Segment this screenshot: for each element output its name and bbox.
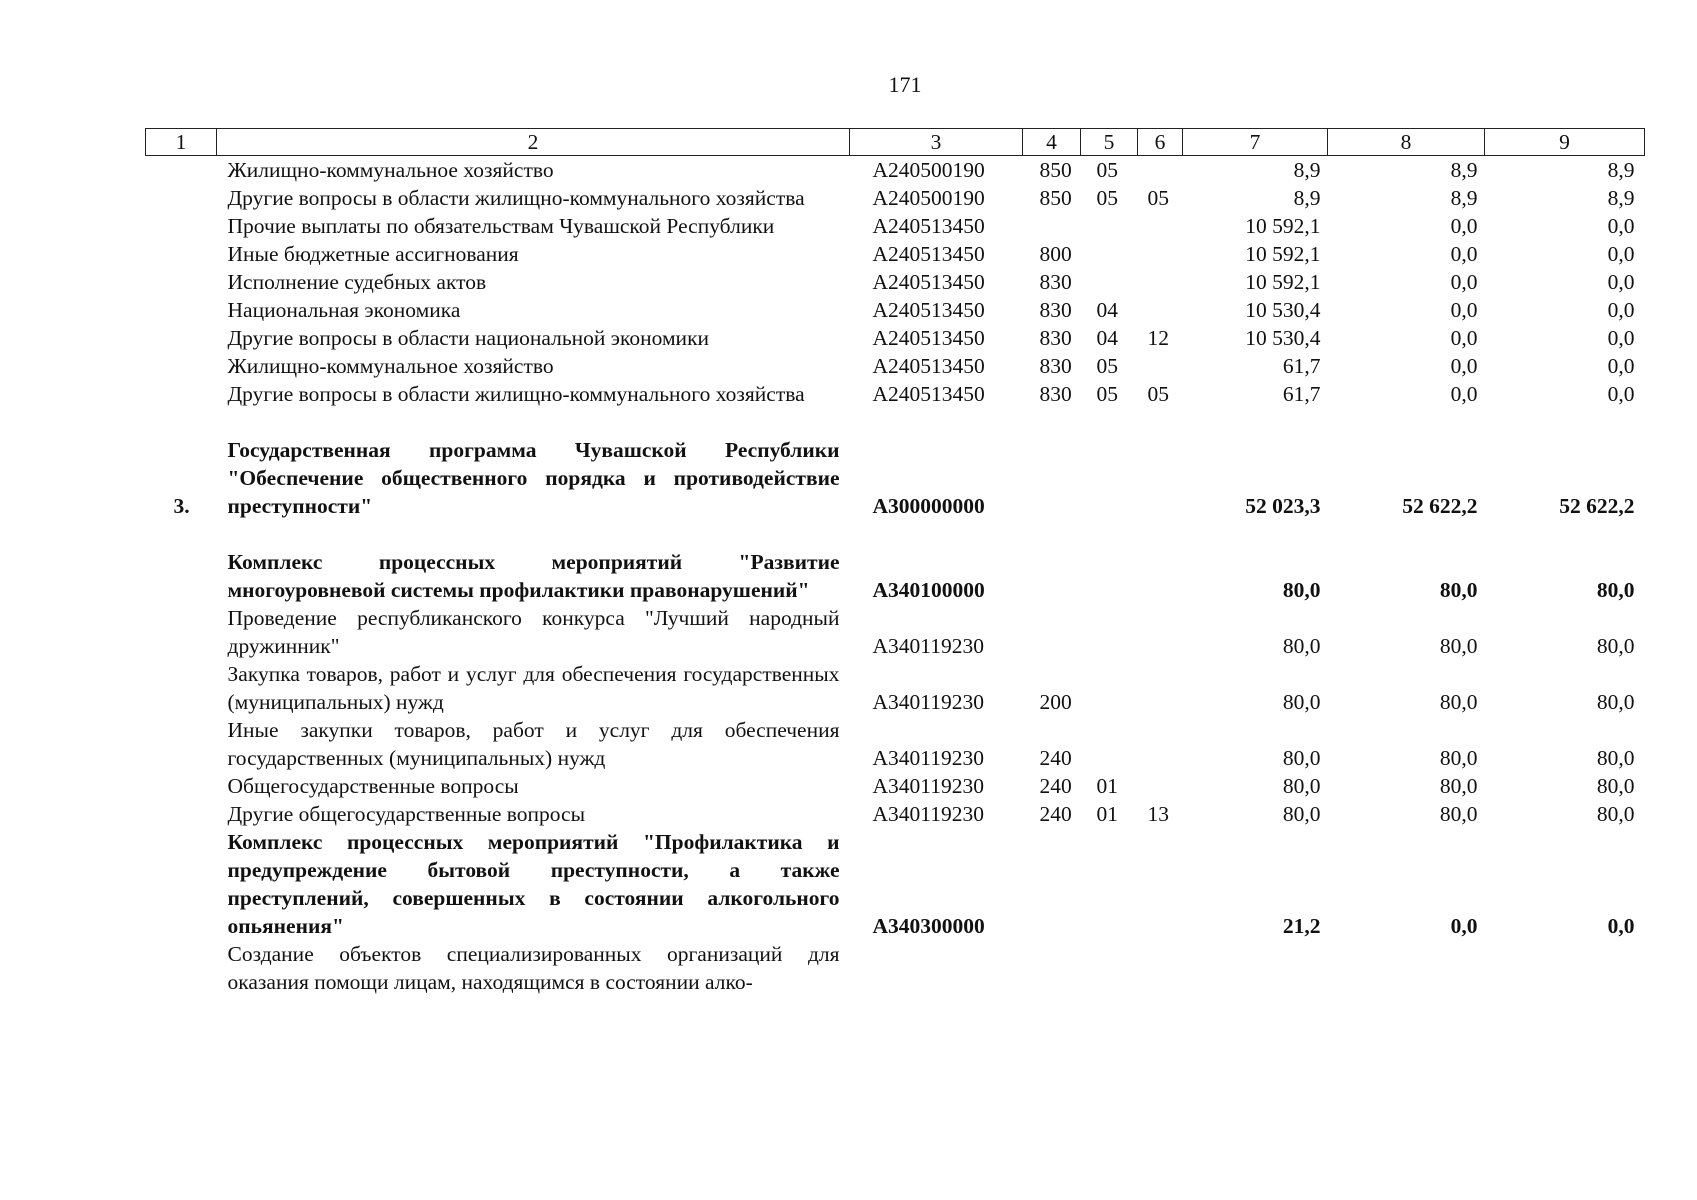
row-name: Общегосударственные вопросы bbox=[227, 774, 519, 798]
amount-col-7 bbox=[1183, 940, 1328, 996]
expense-type: 800 bbox=[1039, 242, 1072, 266]
section-code: 05 bbox=[1096, 382, 1118, 406]
amount-col-7: 80,0 bbox=[1282, 774, 1321, 798]
expense-type: 830 bbox=[1039, 382, 1072, 406]
subsection-code bbox=[1138, 296, 1183, 324]
section-code bbox=[1081, 604, 1138, 660]
row-name: Другие общегосударственные вопросы bbox=[227, 802, 586, 826]
row-number bbox=[146, 940, 217, 996]
spacer-cell bbox=[146, 520, 1645, 548]
row-number bbox=[146, 716, 217, 772]
row-name: Закупка товаров, работ и услуг для обеспечения государственных (муниципальных) нужд bbox=[227, 662, 840, 714]
amount-col-7: 80,0 bbox=[1282, 634, 1321, 658]
target-code: А340119230 bbox=[872, 746, 984, 770]
amount-col-9: 80,0 bbox=[1596, 746, 1635, 770]
target-code: А240513450 bbox=[872, 242, 985, 266]
section-code bbox=[1081, 268, 1138, 296]
row-number bbox=[146, 268, 217, 296]
table-row bbox=[146, 940, 1645, 996]
expense-type: 240 bbox=[1039, 774, 1072, 798]
target-code: А340119230 bbox=[872, 774, 984, 798]
amount-col-8: 0,0 bbox=[1450, 298, 1478, 322]
target-code: А340100000 bbox=[872, 578, 985, 602]
target-code: А340119230 bbox=[872, 802, 984, 826]
amount-col-7: 80,0 bbox=[1282, 746, 1321, 770]
table-row bbox=[146, 436, 1645, 520]
amount-col-9: 80,0 bbox=[1596, 634, 1635, 658]
header-col-4: 4 bbox=[1023, 129, 1081, 156]
amount-col-9: 0,0 bbox=[1607, 298, 1635, 322]
section-code: 04 bbox=[1096, 326, 1118, 350]
amount-col-7: 10 592,1 bbox=[1245, 242, 1321, 266]
row-number bbox=[146, 324, 217, 352]
amount-col-9: 8,9 bbox=[1607, 186, 1635, 210]
amount-col-9: 80,0 bbox=[1596, 774, 1635, 798]
table-row bbox=[146, 156, 1645, 185]
amount-col-9: 80,0 bbox=[1596, 690, 1635, 714]
amount-col-8: 0,0 bbox=[1450, 354, 1478, 378]
row-name: Другие вопросы в области жилищно-коммунального хозяйства bbox=[227, 186, 805, 210]
section-code bbox=[1081, 212, 1138, 240]
subsection-code bbox=[1138, 772, 1183, 800]
amount-col-7: 10 592,1 bbox=[1245, 214, 1321, 238]
row-number bbox=[146, 828, 217, 940]
subsection-code bbox=[1138, 268, 1183, 296]
target-code: А240513450 bbox=[872, 326, 985, 350]
section-code bbox=[1081, 240, 1138, 268]
expense-type: 200 bbox=[1039, 690, 1072, 714]
subsection-code bbox=[1138, 604, 1183, 660]
row-name: Государственная программа Чувашской Республики "Обеспечение общественного порядка и противодействие преступности" bbox=[227, 438, 840, 518]
row-name: Жилищно-коммунальное хозяйство bbox=[227, 158, 554, 182]
amount-col-7: 21,2 bbox=[1282, 914, 1321, 938]
section-code bbox=[1081, 828, 1138, 940]
amount-col-9: 0,0 bbox=[1607, 326, 1635, 350]
subsection-code bbox=[1138, 436, 1183, 520]
target-code: А240513450 bbox=[872, 270, 985, 294]
budget-table bbox=[145, 128, 1645, 996]
header-col-8: 8 bbox=[1328, 129, 1485, 156]
section-code: 04 bbox=[1096, 298, 1118, 322]
amount-col-8: 0,0 bbox=[1450, 242, 1478, 266]
target-code: А240513450 bbox=[872, 298, 985, 322]
section-code: 05 bbox=[1096, 158, 1118, 182]
amount-col-7: 52 023,3 bbox=[1245, 494, 1321, 518]
row-spacer bbox=[146, 408, 1645, 436]
table-row bbox=[146, 184, 1645, 212]
expense-type: 240 bbox=[1039, 746, 1072, 770]
target-code: А340300000 bbox=[872, 914, 985, 938]
expense-type: 830 bbox=[1039, 298, 1072, 322]
section-code bbox=[1081, 660, 1138, 716]
amount-col-8: 8,9 bbox=[1450, 158, 1478, 182]
row-number bbox=[146, 660, 217, 716]
amount-col-8: 80,0 bbox=[1439, 774, 1478, 798]
table-row bbox=[146, 604, 1645, 660]
row-number bbox=[146, 352, 217, 380]
amount-col-9: 52 622,2 bbox=[1559, 494, 1635, 518]
header-col-6: 6 bbox=[1138, 129, 1183, 156]
amount-col-8: 80,0 bbox=[1439, 578, 1478, 602]
expense-type: 830 bbox=[1039, 326, 1072, 350]
expense-type bbox=[1023, 548, 1081, 604]
table-row bbox=[146, 800, 1645, 828]
row-name: Создание объектов специализированных организаций для оказания помощи лицам, находящимся в состоянии алко- bbox=[227, 942, 840, 994]
header-col-7: 7 bbox=[1183, 129, 1328, 156]
row-number bbox=[146, 800, 217, 828]
row-number bbox=[146, 156, 217, 185]
amount-col-8: 8,9 bbox=[1450, 186, 1478, 210]
amount-col-9: 80,0 bbox=[1596, 578, 1635, 602]
subsection-code: 13 bbox=[1147, 802, 1169, 826]
amount-col-7: 10 530,4 bbox=[1245, 326, 1321, 350]
subsection-code bbox=[1138, 212, 1183, 240]
row-number bbox=[146, 772, 217, 800]
amount-col-8: 0,0 bbox=[1450, 214, 1478, 238]
amount-col-9: 0,0 bbox=[1607, 382, 1635, 406]
row-number bbox=[146, 548, 217, 604]
target-code bbox=[850, 940, 1023, 996]
table-body bbox=[146, 156, 1645, 997]
spacer-cell bbox=[146, 408, 1645, 436]
table-header-row bbox=[146, 129, 1645, 156]
amount-col-9: 0,0 bbox=[1607, 354, 1635, 378]
section-code: 05 bbox=[1096, 186, 1118, 210]
target-code: А240500190 bbox=[872, 186, 985, 210]
row-name: Другие вопросы в области жилищно-коммунального хозяйства bbox=[227, 382, 805, 406]
row-number bbox=[146, 604, 217, 660]
header-col-2: 2 bbox=[217, 129, 850, 156]
amount-col-7: 8,9 bbox=[1293, 158, 1321, 182]
subsection-code bbox=[1138, 548, 1183, 604]
row-number bbox=[146, 240, 217, 268]
amount-col-7: 80,0 bbox=[1282, 802, 1321, 826]
section-code bbox=[1081, 716, 1138, 772]
amount-col-8: 0,0 bbox=[1450, 382, 1478, 406]
table-row bbox=[146, 380, 1645, 408]
header-col-5: 5 bbox=[1081, 129, 1138, 156]
amount-col-7: 61,7 bbox=[1282, 354, 1321, 378]
target-code: А340119230 bbox=[872, 634, 984, 658]
row-name: Иные бюджетные ассигнования bbox=[227, 242, 519, 266]
section-code: 05 bbox=[1096, 354, 1118, 378]
subsection-code bbox=[1138, 156, 1183, 185]
subsection-code: 05 bbox=[1147, 382, 1169, 406]
section-code bbox=[1081, 940, 1138, 996]
row-name: Другие вопросы в области национальной экономики bbox=[227, 326, 710, 350]
header-col-3: 3 bbox=[850, 129, 1023, 156]
header-col-1: 1 bbox=[146, 129, 217, 156]
amount-col-9: 8,9 bbox=[1607, 158, 1635, 182]
section-code bbox=[1081, 436, 1138, 520]
amount-col-8: 0,0 bbox=[1450, 914, 1478, 938]
amount-col-8: 0,0 bbox=[1450, 326, 1478, 350]
row-number bbox=[146, 380, 217, 408]
table-row bbox=[146, 660, 1645, 716]
row-number bbox=[146, 184, 217, 212]
table-row bbox=[146, 212, 1645, 240]
expense-type bbox=[1023, 212, 1081, 240]
amount-col-9: 0,0 bbox=[1607, 270, 1635, 294]
subsection-code bbox=[1138, 828, 1183, 940]
target-code: А240500190 bbox=[872, 158, 985, 182]
row-name: Исполнение судебных актов bbox=[227, 270, 487, 294]
row-name: Жилищно-коммунальное хозяйство bbox=[227, 354, 554, 378]
row-name: Прочие выплаты по обязательствам Чувашской Республики bbox=[227, 214, 775, 238]
amount-col-8: 80,0 bbox=[1439, 690, 1478, 714]
target-code: А340119230 bbox=[872, 690, 984, 714]
amount-col-8: 52 622,2 bbox=[1402, 494, 1478, 518]
amount-col-9: 80,0 bbox=[1596, 802, 1635, 826]
amount-col-7: 61,7 bbox=[1282, 382, 1321, 406]
amount-col-8 bbox=[1328, 940, 1485, 996]
subsection-code bbox=[1138, 352, 1183, 380]
amount-col-7: 10 592,1 bbox=[1245, 270, 1321, 294]
table-row bbox=[146, 324, 1645, 352]
expense-type bbox=[1023, 940, 1081, 996]
subsection-code bbox=[1138, 716, 1183, 772]
target-code: А240513450 bbox=[872, 382, 985, 406]
expense-type: 240 bbox=[1039, 802, 1072, 826]
row-number: 3. bbox=[173, 494, 190, 518]
table-row bbox=[146, 772, 1645, 800]
row-number bbox=[146, 212, 217, 240]
amount-col-7: 80,0 bbox=[1282, 578, 1321, 602]
row-number bbox=[146, 296, 217, 324]
expense-type bbox=[1023, 436, 1081, 520]
amount-col-8: 80,0 bbox=[1439, 746, 1478, 770]
row-name: Национальная экономика bbox=[227, 298, 461, 322]
row-name: Иные закупки товаров, работ и услуг для обеспечения государственных (муниципальных) нужд bbox=[227, 718, 840, 770]
table-row bbox=[146, 828, 1645, 940]
expense-type: 850 bbox=[1039, 158, 1072, 182]
row-spacer bbox=[146, 520, 1645, 548]
expense-type: 850 bbox=[1039, 186, 1072, 210]
target-code: А240513450 bbox=[872, 214, 985, 238]
row-name: Проведение республиканского конкурса "Лучший народный дружинник" bbox=[227, 606, 840, 658]
subsection-code bbox=[1138, 240, 1183, 268]
amount-col-9: 0,0 bbox=[1607, 214, 1635, 238]
table-row bbox=[146, 716, 1645, 772]
amount-col-9: 0,0 bbox=[1607, 914, 1635, 938]
amount-col-7: 8,9 bbox=[1293, 186, 1321, 210]
header-col-9: 9 bbox=[1485, 129, 1645, 156]
amount-col-7: 80,0 bbox=[1282, 690, 1321, 714]
target-code: А300000000 bbox=[872, 494, 985, 518]
subsection-code: 12 bbox=[1147, 326, 1169, 350]
page-number: 171 bbox=[888, 72, 922, 97]
expense-type bbox=[1023, 828, 1081, 940]
expense-type: 830 bbox=[1039, 270, 1072, 294]
amount-col-9 bbox=[1485, 940, 1645, 996]
row-name: Комплекс процессных мероприятий "Развитие многоуровневой системы профилактики правонарушений" bbox=[227, 550, 840, 602]
row-name: Комплекс процессных мероприятий "Профилактика и предупреждение бытовой преступности, а также преступлений, совершенных в состоянии алкогольного опьянения" bbox=[227, 830, 840, 938]
subsection-code bbox=[1138, 660, 1183, 716]
section-code: 01 bbox=[1096, 774, 1118, 798]
section-code bbox=[1081, 548, 1138, 604]
amount-col-7: 10 530,4 bbox=[1245, 298, 1321, 322]
amount-col-8: 0,0 bbox=[1450, 270, 1478, 294]
subsection-code bbox=[1138, 940, 1183, 996]
table-row bbox=[146, 352, 1645, 380]
table-row bbox=[146, 296, 1645, 324]
amount-col-8: 80,0 bbox=[1439, 634, 1478, 658]
amount-col-8: 80,0 bbox=[1439, 802, 1478, 826]
expense-type: 830 bbox=[1039, 354, 1072, 378]
expense-type bbox=[1023, 604, 1081, 660]
table-row bbox=[146, 548, 1645, 604]
target-code: А240513450 bbox=[872, 354, 985, 378]
amount-col-9: 0,0 bbox=[1607, 242, 1635, 266]
subsection-code: 05 bbox=[1147, 186, 1169, 210]
section-code: 01 bbox=[1096, 802, 1118, 826]
table-row bbox=[146, 240, 1645, 268]
table-row bbox=[146, 268, 1645, 296]
